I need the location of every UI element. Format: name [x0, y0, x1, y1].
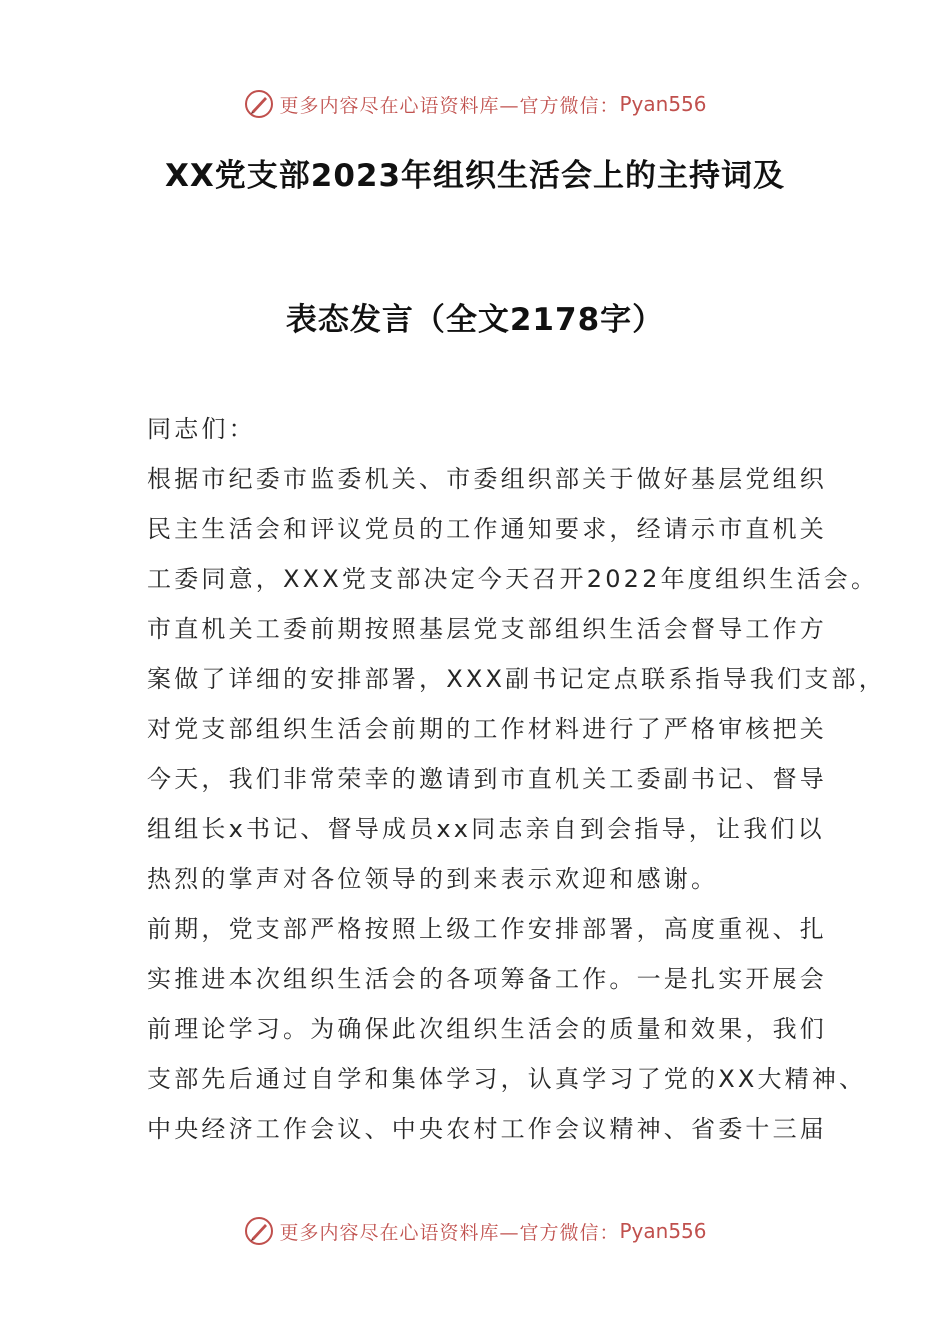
body-line: 实推进本次组织生活会的各项筹备工作。一是扎实开展会: [147, 965, 827, 993]
pen-logo-icon: [243, 88, 275, 120]
body-line: 民主生活会和评议党员的工作通知要求，经请示市直机关: [147, 515, 827, 543]
document-body: [147, 404, 886, 1154]
watermark-id: Pyan556: [619, 92, 707, 116]
pen-logo-icon: [243, 1215, 275, 1247]
body-line: 根据市纪委市监委机关、市委组织部关于做好基层党组织: [147, 465, 827, 493]
document-title-line-1: XX党支部2023年组织生活会上的主持词及: [164, 158, 786, 194]
watermark-id: Pyan556: [619, 1219, 707, 1243]
watermark-text: 更多内容尽在心语资料库—官方微信：: [279, 94, 620, 117]
body-line: 前理论学习。为确保此次组织生活会的质量和效果，我们: [147, 1015, 827, 1043]
body-line: 工委同意，XXX党支部决定今天召开2022年度组织生活会。: [147, 565, 879, 593]
body-line: 今天，我们非常荣幸的邀请到市直机关工委副书记、督导: [147, 765, 827, 793]
document-title-line-2: 表态发言（全文2178字）: [285, 302, 665, 338]
body-line: 同志们：: [147, 415, 256, 443]
body-line: 对党支部组织生活会前期的工作材料进行了严格审核把关: [147, 715, 827, 743]
body-line: 组组长x书记、督导成员xx同志亲自到会指导，让我们以: [147, 815, 825, 843]
body-line: 热烈的掌声对各位领导的到来表示欢迎和感谢。: [147, 865, 719, 893]
body-line: 案做了详细的安排部署，XXX副书记定点联系指导我们支部，: [147, 665, 886, 693]
body-line: 中央经济工作会议、中央农村工作会议精神、省委十三届: [147, 1115, 827, 1143]
body-line: 市直机关工委前期按照基层党支部组织生活会督导工作方: [147, 615, 827, 643]
header-watermark: [0, 84, 950, 124]
body-line: 前期，党支部严格按照上级工作安排部署，高度重视、扎: [147, 915, 827, 943]
watermark-text: 更多内容尽在心语资料库—官方微信：: [279, 1221, 620, 1244]
footer-watermark: [0, 1211, 950, 1251]
body-line: 支部先后通过自学和集体学习，认真学习了党的XX大精神、: [147, 1065, 867, 1093]
